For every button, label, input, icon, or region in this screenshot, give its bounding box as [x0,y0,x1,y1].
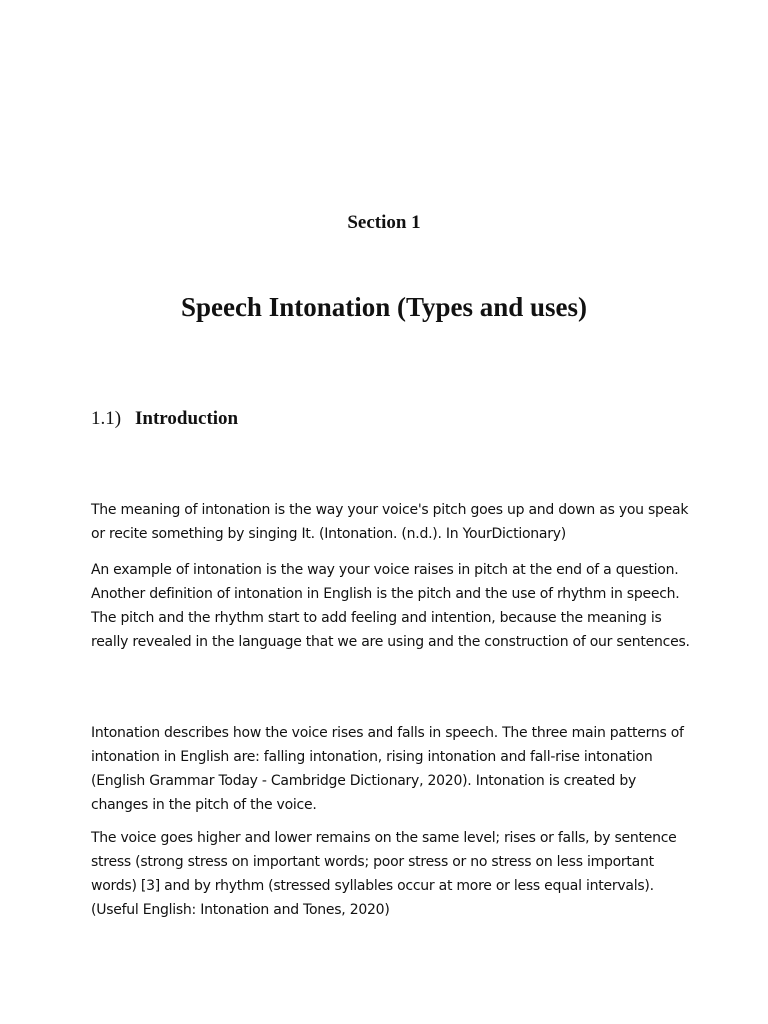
subsection-title: Introduction [135,408,239,429]
paragraph-definition: The meaning of intonation is the way your voice's pitch goes up and down as you speak or recite something by singing It. (Intonation. (n.d.). In YourDictionary) [91,502,689,542]
paragraph-patterns: Intonation describes how the voice rises and falls in speech. The three main patterns of intonation in English are: falling intonation, rising intonation and fall-rise intonation (English Grammar Today - Cambridge Dictionary, 2020). Intonation is created by changes in the pitch of the voice. [91,725,684,813]
paragraph-voice-levels: The voice goes higher and lower remains on the same level; rises or falls, by sentence stress (strong stress on important words; poor stress or no stress on less important words) [3] and by rhythm (stressed syllables occur at more or less equal intervals). (Useful English: Intonation and Tones, 2020) [91,830,677,918]
paragraph-example: An example of intonation is the way your voice raises in pitch at the end of a question. Another definition of intonation in English is the pitch and the use of rhythm in speech. The pitch and the rhythm start to add feeling and intention, because the meaning is really revealed in the language that we are using and the construction of our sentences. [91,562,690,650]
section-label: Section 1 [347,212,421,233]
subsection-number: 1.1) [91,408,122,429]
page-title: Speech Intonation (Types and uses) [180,292,588,322]
subsection-heading [91,405,238,433]
